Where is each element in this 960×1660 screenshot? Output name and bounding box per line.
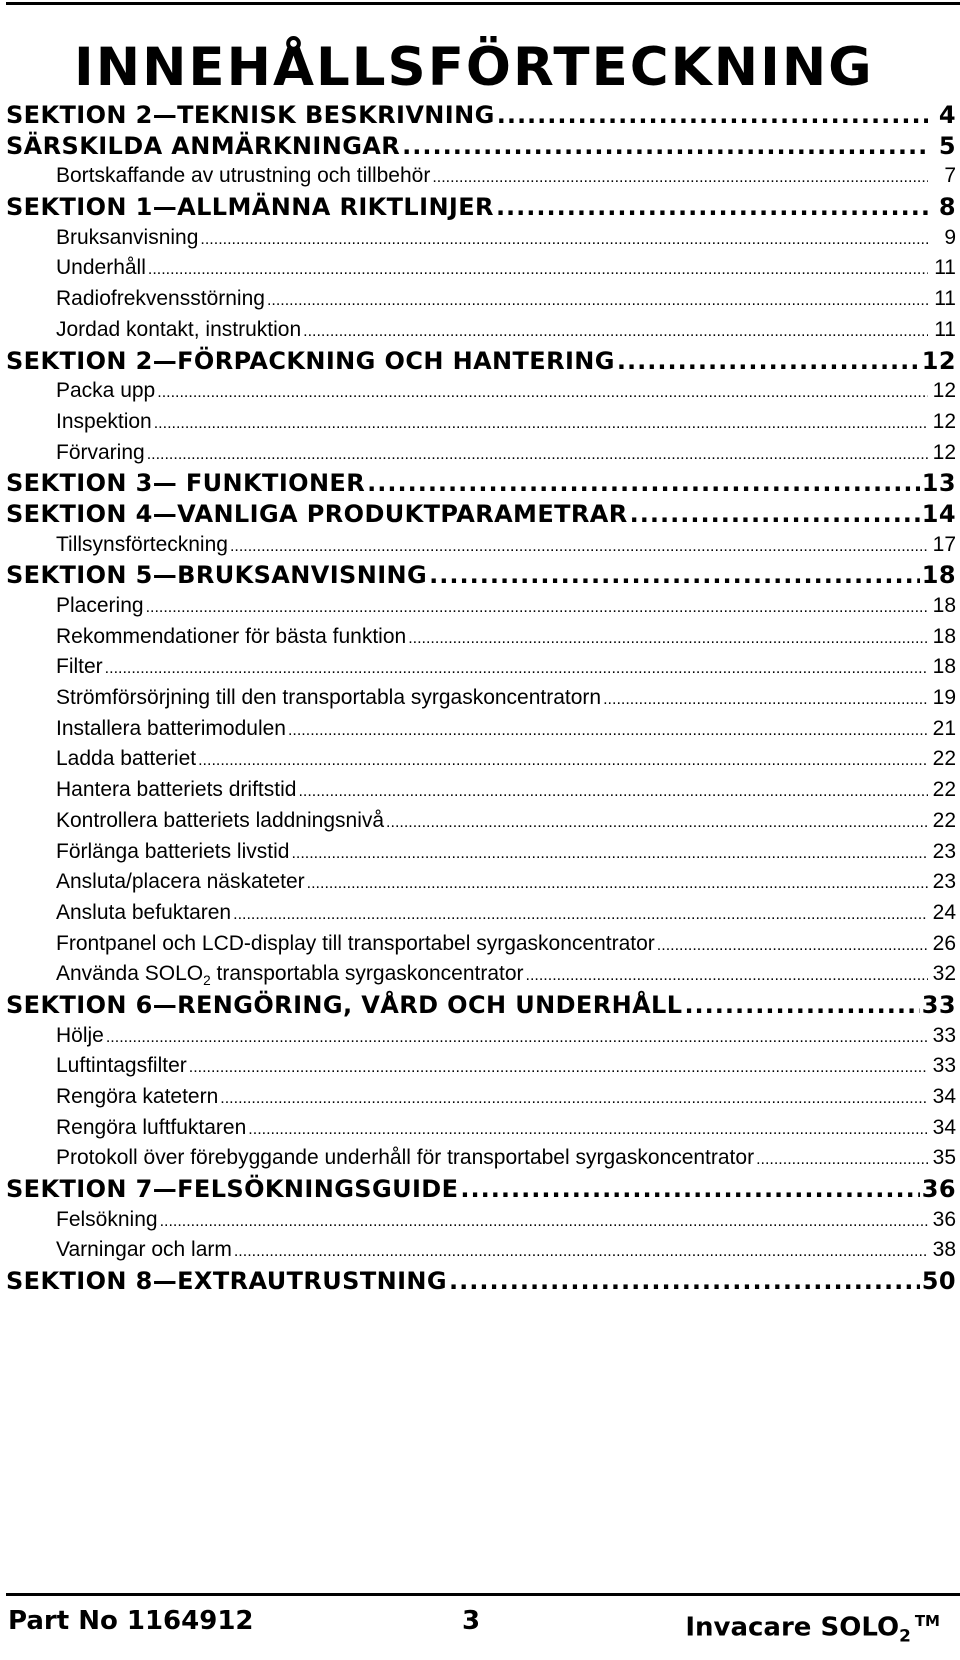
toc-page-number: 34 [932, 1115, 956, 1139]
toc-entry-label-text: Underhåll [56, 256, 146, 280]
dot-leader [684, 990, 919, 1021]
toc-entry-label [56, 1051, 187, 1082]
toc-page-number: 17 [932, 532, 956, 556]
toc-page-number: 11 [934, 317, 956, 341]
footer-product-subscript: 2 [899, 1625, 911, 1646]
toc-entry-label [56, 775, 296, 806]
toc-page-number: 22 [932, 778, 956, 802]
toc-page-number: 11 [934, 256, 956, 280]
dot-leader [617, 346, 920, 377]
dot-leader [756, 1143, 928, 1174]
toc-entry-label-text: Jordad kontakt, instruktion [56, 317, 302, 341]
dot-leader [408, 622, 928, 653]
toc-subsection-entry[interactable] [6, 1235, 956, 1266]
toc-entry-label [56, 867, 305, 898]
dot-leader [449, 1266, 920, 1297]
toc-entry-label-text: Felsökning [56, 1207, 158, 1231]
dot-leader [402, 131, 928, 162]
toc-subsection-entry[interactable] [6, 315, 956, 346]
toc-entry-label [6, 499, 628, 530]
toc-entry-label [56, 683, 601, 714]
toc-entry-label [56, 806, 384, 837]
toc-page-number: 38 [932, 1238, 956, 1262]
toc-subsection-entry[interactable] [6, 652, 956, 683]
toc-entry-label-text: Varningar och larm [56, 1238, 232, 1262]
dot-leader [603, 683, 928, 714]
toc-page-number: 5 [938, 131, 956, 160]
footer-rule [6, 1593, 960, 1596]
toc-section-entry[interactable] [6, 131, 956, 162]
toc-section-entry[interactable] [6, 468, 956, 499]
toc-page-number: 12 [932, 409, 956, 433]
toc-entry-label-text: SEKTION 6—RENGÖRING, VÅRD OCH UNDERHÅLL [6, 990, 683, 1019]
toc-entry-label-text: Luftintagsfilter [56, 1054, 187, 1078]
toc-page-number: 50 [921, 1267, 956, 1296]
toc-entry-label [56, 959, 524, 990]
toc-subsection-entry[interactable] [6, 867, 956, 898]
toc-page-number: 9 [944, 225, 956, 249]
toc-entry-label [56, 438, 145, 469]
toc-entry-label-text: Placering [56, 594, 144, 617]
toc-entry-label [56, 929, 655, 960]
dot-leader [496, 192, 928, 223]
toc-entry-label-text: SEKTION 3— FUNKTIONER [6, 469, 366, 498]
toc-page-number: 4 [938, 101, 956, 129]
dot-leader [432, 161, 928, 192]
toc-page-number: 23 [932, 839, 956, 863]
footer-part-number: Part No 1164912 [8, 1606, 254, 1636]
toc-page-number: 24 [932, 900, 956, 924]
toc-entry-label [56, 407, 152, 438]
toc-entry-label [6, 1174, 458, 1205]
toc-page-number: 22 [932, 747, 956, 771]
toc-subsection-entry[interactable] [6, 1082, 956, 1113]
toc-entry-label [56, 1082, 218, 1113]
toc-section-entry[interactable] [6, 990, 956, 1021]
toc-entry-label [6, 1266, 447, 1297]
footer-page-number: 3 [462, 1606, 481, 1636]
toc-page-number: 32 [932, 962, 956, 986]
toc-entry-label-text: SEKTION 2—FÖRPACKNING OCH HANTERING [6, 346, 615, 375]
toc-entry-label-text: Inspektion [56, 409, 152, 433]
toc-entry-label [6, 346, 615, 377]
toc-entry-label-text: Rengöra luftfuktaren [56, 1115, 247, 1139]
toc-entry-label [56, 1021, 104, 1052]
toc-entry-label-text: Förlänga batteriets livstid [56, 839, 290, 863]
toc-entry-label-text: Bortskaffande av utrustning och tillbehör [56, 164, 431, 188]
toc-page-number: 12 [921, 346, 956, 375]
toc-page-number: 18 [932, 655, 956, 679]
dot-leader [630, 499, 920, 530]
dot-leader [657, 929, 928, 960]
toc-entry-label [56, 714, 286, 745]
toc-entry-label [56, 1205, 158, 1236]
toc-page-number: 18 [932, 624, 956, 648]
footer-product-label: Invacare SOLO [685, 1612, 900, 1643]
toc-entry-subscript: 2 [203, 973, 211, 989]
toc-entry-label-text: Ansluta/placera näskateter [56, 870, 305, 894]
toc-entry-label-text: SÄRSKILDA ANMÄRKNINGAR [6, 131, 401, 160]
toc-entry-label-text: Rekommendationer för bästa funktion [56, 624, 407, 648]
toc-entry-label [6, 131, 400, 162]
toc-entry-label [56, 376, 155, 407]
toc-entry-label [6, 192, 494, 223]
toc-entry-label-text: Ladda batteriet [56, 747, 197, 771]
toc-entry-label-text: SEKTION 4—VANLIGA PRODUKTPARAMETRAR [6, 499, 628, 528]
dot-leader [367, 468, 920, 499]
toc-entry-label-text: Ansluta befuktaren [56, 900, 232, 924]
dot-leader [147, 438, 928, 469]
toc-entry-label-text: SEKTION 2—TEKNISK BESKRIVNING [6, 101, 495, 129]
toc-entry-label-text: Hölje [56, 1023, 104, 1047]
toc-section-entry[interactable] [6, 192, 956, 223]
toc-entry-label [56, 253, 146, 284]
toc-subsection-entry[interactable] [6, 1143, 956, 1174]
toc-entry-label-text: SEKTION 5—BRUKSANVISNING [6, 561, 428, 590]
toc-subsection-entry[interactable] [6, 744, 956, 775]
dot-leader [220, 1082, 928, 1113]
toc-subsection-entry[interactable] [6, 898, 956, 929]
toc-section-entry[interactable] [6, 100, 956, 131]
toc-page-number: 13 [921, 469, 956, 498]
toc-subsection-entry[interactable] [6, 1021, 956, 1052]
toc-page-number: 33 [921, 990, 956, 1019]
toc-entry-label [56, 652, 103, 683]
toc-subsection-entry[interactable] [6, 1113, 956, 1144]
toc-page-number: 12 [932, 379, 956, 403]
toc-subsection-entry[interactable] [6, 1051, 956, 1082]
toc-page-number: 22 [932, 808, 956, 832]
page-title: INNEHÅLLSFÖRTECKNING [74, 37, 874, 98]
toc-page-number: 14 [921, 499, 956, 528]
toc-section-entry[interactable] [6, 499, 956, 530]
toc-section-entry[interactable] [6, 1174, 956, 1205]
top-rule [6, 2, 960, 5]
toc-entry-label-text: Protokoll över förebyggande underhåll för transportabel syrgaskoncentrator [56, 1146, 755, 1170]
toc-entry-label-text: Frontpanel och LCD-display till transportabel syrgaskoncentrator [56, 931, 655, 955]
toc-entry-label [56, 837, 289, 868]
toc-page-number: 7 [944, 164, 956, 188]
toc-entry-label [6, 560, 427, 591]
toc-entry-label [56, 161, 430, 192]
toc-subsection-entry[interactable] [6, 929, 956, 960]
toc-page-number: 33 [932, 1023, 956, 1047]
toc-entry-label-text: Filter [56, 655, 103, 679]
toc-entry-label-text: SEKTION 7—FELSÖKNINGSGUIDE [6, 1175, 459, 1204]
toc-entry-label [56, 315, 301, 346]
toc-entry-label-text: Strömförsörjning till den transportabla syrgaskoncentratorn [56, 686, 602, 710]
dot-leader [497, 100, 928, 131]
toc-page-number: 36 [921, 1175, 956, 1204]
toc-section-entry[interactable] [6, 1266, 956, 1297]
toc-entry-label-text: SEKTION 8—EXTRAUTRUSTNING [6, 1267, 447, 1296]
toc-page-number: 33 [932, 1054, 956, 1078]
dot-leader [298, 775, 928, 806]
dot-leader [198, 744, 928, 775]
toc-entry-label [6, 468, 365, 499]
toc-subsection-entry[interactable] [6, 837, 956, 868]
dot-leader [230, 530, 928, 561]
toc-page-number: 11 [934, 287, 956, 311]
toc-page-number: 18 [921, 561, 956, 590]
trademark-mark: TM [914, 1612, 940, 1630]
toc-page-number: 12 [932, 440, 956, 464]
dot-leader [200, 223, 928, 254]
dot-leader [154, 407, 928, 438]
toc-entry-label [6, 990, 682, 1021]
toc-entry-label-text: Tillsynsförteckning [56, 532, 228, 556]
toc-subsection-entry[interactable] [6, 253, 956, 284]
toc-entry-label-text: Rengöra katetern [56, 1085, 219, 1108]
toc-subsection-entry[interactable] [6, 775, 956, 806]
toc-entry-label-text: Radiofrekvensstörning [56, 287, 265, 311]
toc-subsection-entry[interactable] [6, 530, 956, 561]
toc-entry-label-text: Kontrollera batteriets laddningsnivå [56, 808, 385, 832]
dot-leader [189, 1051, 928, 1082]
toc-subsection-entry[interactable] [6, 806, 956, 837]
toc-page-number: 34 [932, 1085, 956, 1108]
toc-subsection-entry[interactable] [6, 683, 956, 714]
toc-entry-label [56, 284, 265, 315]
toc-entry-label [6, 100, 495, 131]
dot-leader [307, 867, 928, 898]
toc-page-number: 8 [938, 193, 956, 222]
dot-leader [291, 837, 928, 868]
toc-subsection-entry[interactable] [6, 223, 956, 254]
toc-section-entry[interactable] [6, 346, 956, 377]
toc-subsection-entry[interactable] [6, 407, 956, 438]
toc-entry-label-text: Installera batterimodulen [56, 716, 286, 740]
dot-leader [105, 652, 928, 683]
table-of-contents [6, 100, 956, 1297]
toc-entry-label [56, 898, 231, 929]
toc-page-number: 36 [932, 1207, 956, 1231]
toc-entry-label-text: SEKTION 1—ALLMÄNNA RIKTLINJER [6, 193, 494, 222]
toc-subsection-entry[interactable] [6, 714, 956, 745]
toc-subsection-entry[interactable] [6, 376, 956, 407]
toc-page-number: 19 [932, 686, 956, 710]
dot-leader [148, 253, 928, 284]
footer-product-name [685, 1603, 940, 1646]
toc-subsection-entry[interactable] [6, 284, 956, 315]
toc-entry-label-suffix: transportabla syrgaskoncentrator [210, 962, 524, 986]
dot-leader [526, 959, 928, 990]
toc-entry-label [56, 1113, 246, 1144]
toc-entry-label-text: Använda SOLO [56, 962, 204, 986]
toc-entry-label [56, 530, 228, 561]
toc-subsection-entry[interactable] [6, 438, 956, 469]
dot-leader [146, 591, 928, 622]
dot-leader [106, 1021, 928, 1052]
dot-leader [460, 1174, 919, 1205]
toc-subsection-entry[interactable] [6, 622, 956, 653]
toc-entry-label [56, 223, 198, 254]
toc-entry-label [56, 1235, 232, 1266]
toc-page-number: 21 [932, 716, 956, 740]
dot-leader [303, 315, 928, 346]
dot-leader [233, 898, 928, 929]
dot-leader [288, 714, 928, 745]
toc-subsection-entry[interactable] [6, 959, 956, 990]
toc-section-entry[interactable] [6, 560, 956, 591]
dot-leader [267, 284, 928, 315]
toc-page-number: 35 [932, 1146, 956, 1170]
toc-entry-label [56, 1143, 754, 1174]
dot-leader [386, 806, 928, 837]
toc-page-number: 18 [932, 594, 956, 617]
toc-entry-label-text: Hantera batteriets driftstid [56, 778, 297, 802]
toc-subsection-entry[interactable] [6, 591, 956, 622]
toc-subsection-entry[interactable] [6, 1205, 956, 1236]
dot-leader [157, 376, 928, 407]
dot-leader [248, 1113, 928, 1144]
toc-subsection-entry[interactable] [6, 161, 956, 192]
toc-entry-label [56, 744, 196, 775]
toc-entry-label [56, 622, 406, 653]
toc-entry-label-text: Packa upp [56, 379, 156, 403]
toc-entry-label [56, 591, 144, 622]
toc-entry-label-text: Bruksanvisning [56, 225, 199, 249]
dot-leader [429, 560, 920, 591]
dot-leader [160, 1205, 928, 1236]
dot-leader [234, 1235, 928, 1266]
toc-page-number: 26 [932, 931, 956, 955]
toc-entry-label-text: Förvaring [56, 440, 145, 464]
toc-page-number: 23 [932, 870, 956, 894]
